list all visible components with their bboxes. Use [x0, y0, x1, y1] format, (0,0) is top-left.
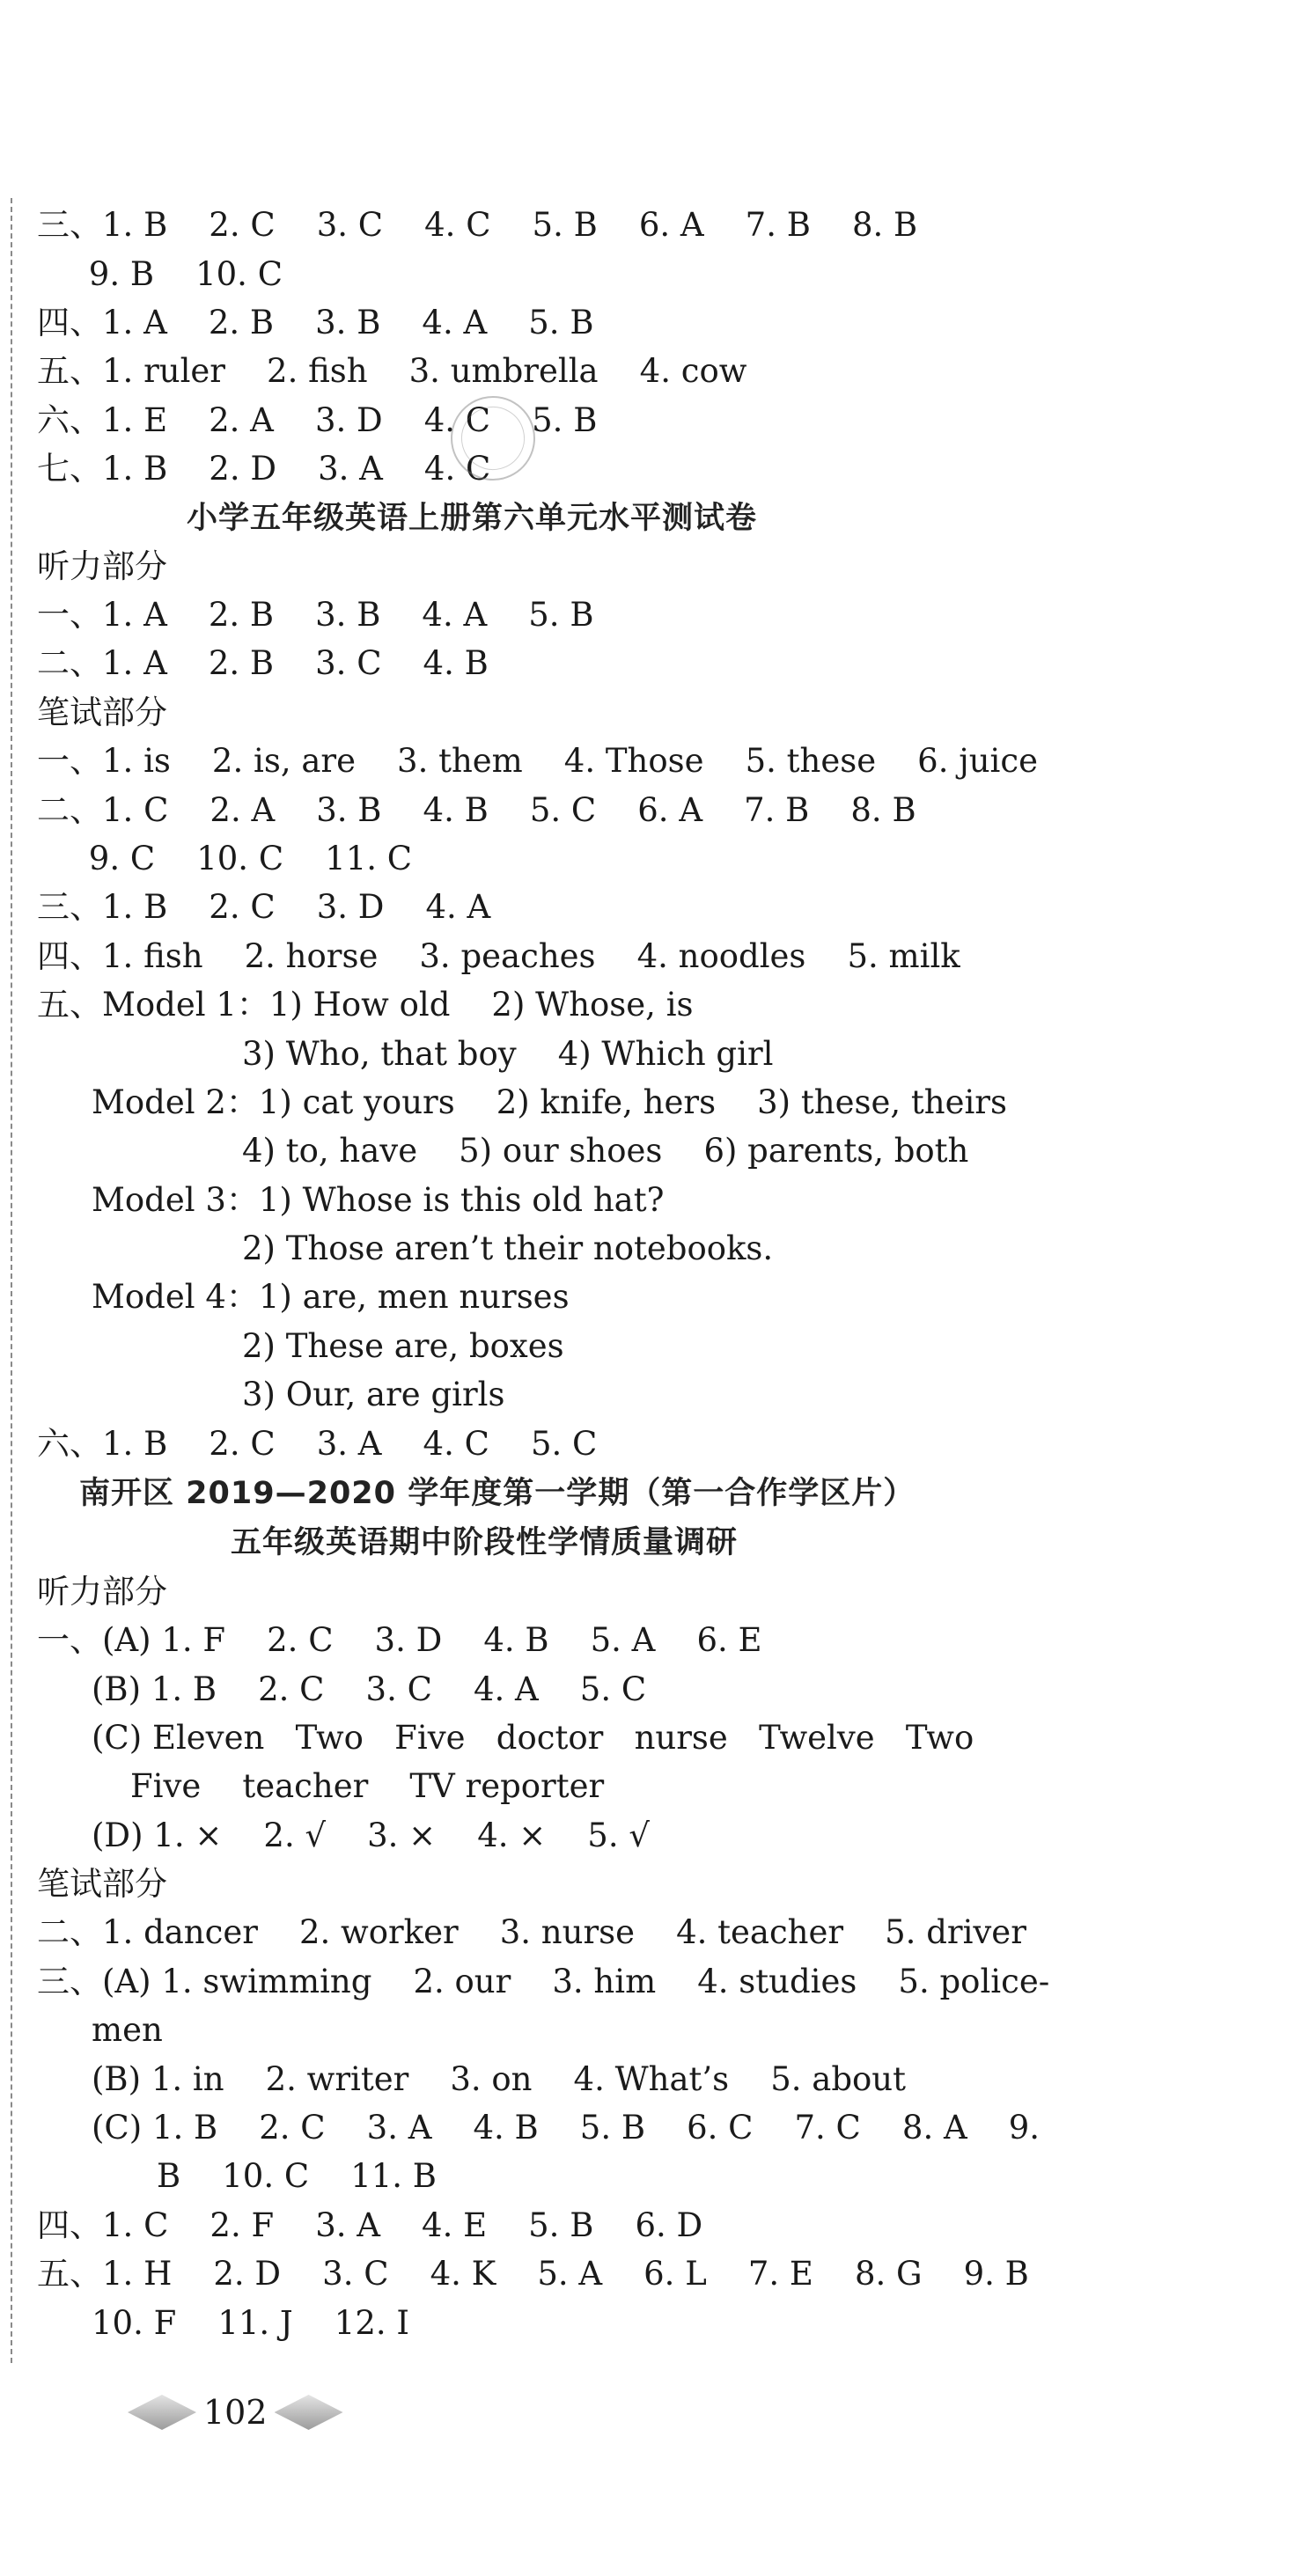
answer-line: 六、1. B 2. C 3. A 4. C 5. C: [37, 1425, 598, 1463]
answer-line: 四、1. fish 2. horse 3. peaches 4. noodles 5. milk: [37, 937, 960, 975]
answer-line: 五、Model 1：1) How old 2) Whose, is: [37, 986, 694, 1024]
part-label: 听力部分: [37, 1573, 167, 1611]
answer-line: 3) Our, are girls: [242, 1376, 505, 1413]
part-label: 笔试部分: [37, 694, 167, 731]
part-label: 听力部分: [37, 547, 167, 585]
answer-line: 9. C 10. C 11. C: [37, 840, 413, 877]
answer-line: men: [92, 2011, 163, 2049]
page-number: 102: [203, 2393, 268, 2432]
answer-line: 五、1. H 2. D 3. C 4. K 5. A 6. L 7. E 8. G 9. B: [37, 2255, 1029, 2293]
answer-line: 9. B 10. C: [37, 255, 283, 293]
binding-dashed-line: [11, 198, 12, 2363]
answer-line: 二、1. A 2. B 3. C 4. B: [37, 644, 489, 682]
answer-line: 一、(A) 1. F 2. C 3. D 4. B 5. A 6. E: [37, 1621, 762, 1659]
section-subtitle: 五年级英语期中阶段性学情质量调研: [231, 1525, 739, 1560]
answer-line: 六、1. E 2. A 3. D 4. C 5. B: [37, 401, 598, 439]
answer-line: 四、1. A 2. B 3. B 4. A 5. B: [37, 304, 594, 341]
diamond-ornament-icon: [275, 2395, 343, 2430]
answer-line: Five teacher TV reporter: [130, 1767, 605, 1805]
part-label: 笔试部分: [37, 1865, 167, 1903]
answer-line: 三、1. B 2. C 3. C 4. C 5. B 6. A 7. B 8. B: [37, 206, 918, 244]
answer-line: 七、1. B 2. D 3. A 4. C: [37, 450, 491, 488]
section-title: 南开区 2019—2020 学年度第一学期（第一合作学区片）: [79, 1476, 916, 1511]
answer-line: (B) 1. B 2. C 3. C 4. A 5. C: [92, 1670, 647, 1708]
answer-line: 4) to, have 5) our shoes 6) parents, both: [242, 1132, 969, 1170]
answer-line: 二、1. dancer 2. worker 3. nurse 4. teacher 5. driver: [37, 1913, 1026, 1951]
answer-line: 一、1. A 2. B 3. B 4. A 5. B: [37, 596, 594, 634]
answer-line: 三、(A) 1. swimming 2. our 3. him 4. studies 5. police-: [37, 1963, 1050, 2000]
answer-line: Model 2：1) cat yours 2) knife, hers 3) these, theirs: [92, 1083, 1007, 1121]
diamond-ornament-icon: [128, 2395, 196, 2430]
answer-line: 四、1. C 2. F 3. A 4. E 5. B 6. D: [37, 2206, 703, 2244]
page-footer: [128, 2388, 343, 2437]
answer-line: (C) 1. B 2. C 3. A 4. B 5. B 6. C 7. C 8. A 9.: [92, 2109, 1041, 2147]
answer-line: 二、1. C 2. A 3. B 4. B 5. C 6. A 7. B 8. B: [37, 791, 916, 829]
answer-line: Model 4：1) are, men nurses: [92, 1278, 570, 1316]
answer-line: 三、1. B 2. C 3. D 4. A: [37, 888, 491, 926]
answer-line: 3) Who, that boy 4) Which girl: [242, 1035, 774, 1073]
answer-line: 2) Those aren’t their notebooks.: [242, 1229, 774, 1267]
answer-line: (C) Eleven Two Five doctor nurse Twelve Two: [92, 1719, 974, 1757]
answer-line: 五、1. ruler 2. fish 3. umbrella 4. cow: [37, 352, 747, 390]
answer-line: (D) 1. × 2. √ 3. × 4. × 5. √: [92, 1816, 650, 1854]
answer-line: 10. F 11. J 12. I: [92, 2304, 410, 2342]
answer-line: B 10. C 11. B: [157, 2157, 437, 2195]
answer-line: (B) 1. in 2. writer 3. on 4. What’s 5. about: [92, 2060, 906, 2098]
answer-line: 一、1. is 2. is, are 3. them 4. Those 5. these 6. juice: [37, 742, 1038, 780]
answer-line: Model 3：1) Whose is this old hat?: [92, 1181, 665, 1219]
section-title: 小学五年级英语上册第六单元水平测试卷: [187, 501, 758, 536]
answer-line: 2) These are, boxes: [242, 1327, 564, 1365]
